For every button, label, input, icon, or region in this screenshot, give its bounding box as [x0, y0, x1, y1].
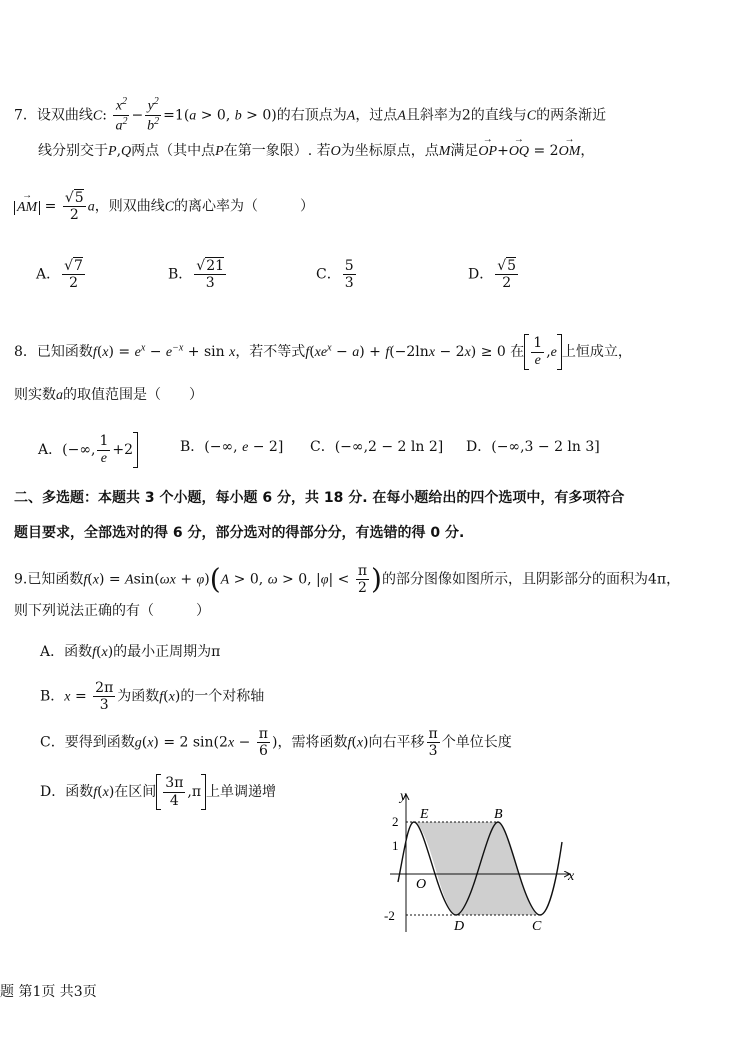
q8-option-c[interactable]: C．(−∞,2 − 2 ln 2]: [310, 439, 444, 455]
section2-line1: 二、多选题：本题共 3 个小题，每小题 6 分，共 18 分. 在每小题给出的四个选项中，有多项符合: [14, 490, 625, 506]
label-B: B: [494, 807, 503, 822]
q7-option-d[interactable]: D． $\frac{√5}{2}$: [468, 258, 517, 292]
sine-graph: [370, 782, 590, 942]
q8-line1: 8．已知函数$f(x) = e^x - e^{-x} + \sin x$，若不等式$f(xe^x - a) + f(-2\ln x - 2x) \ge 0$ 在 $\frac{1}{e}$ ,e 上恒成立，: [14, 334, 632, 370]
label-D: D: [454, 919, 465, 934]
label-C: C: [532, 919, 542, 934]
label-x: x: [568, 869, 575, 884]
q9-option-c[interactable]: C．要得到函数g(x) = 2 sin(2x − $\frac{\pi}{6}$ )，需将函数f(x)向右平移 $\frac{\pi}{3}$ 个单位长度: [40, 726, 512, 760]
q8-line2: 则实数a的取值范围是（ ）: [14, 387, 203, 403]
q9-line2: 则下列说法正确的有（ ）: [14, 603, 210, 619]
q8-option-d[interactable]: D．(−∞,3 − 2 ln 3]: [466, 439, 600, 455]
q7-frac-x2a2: $\frac{x^2}{a^2}$: [115, 96, 128, 134]
q7-option-a[interactable]: A． $\frac{√7}{2}$: [36, 258, 83, 292]
q7-option-b[interactable]: B． $\frac{√21}{3}$: [168, 258, 225, 292]
q9-option-d[interactable]: D．函数f(x)在区间 $\frac{3\pi}{4}$ ,π 上单调递增: [40, 775, 277, 809]
section2-line2: 题目要求，全部选对的得 6 分，部分选对的得部分分，有选错的得 0 分.: [14, 525, 465, 541]
q8-option-a[interactable]: A．(−∞, $\frac{1}{e}$ +2: [38, 432, 138, 468]
tick-2: 2: [392, 814, 399, 829]
label-O: O: [416, 877, 427, 892]
tick-minus-2: -2: [384, 908, 395, 923]
q9-option-a[interactable]: A．函数f(x)的最小正周期为π: [40, 644, 221, 660]
q9-option-b[interactable]: B．x = $\frac{2\pi}{3}$ 为函数f(x)的一个对称轴: [40, 680, 265, 714]
label-E: E: [420, 807, 429, 822]
q7-line3: AM → = $\frac{√5}{2}$ a，则双曲线C的离心率为（ ）: [14, 190, 314, 223]
label-y: y: [400, 789, 407, 804]
q9-line1: 9.已知函数f(x) = Asin(ωx + φ)(A > 0, ω > 0, |φ| < $\frac{\pi}{2}$ )的部分图像如图所示，且阴影部分的面积为4π，: [14, 562, 681, 597]
page-footer: 题 第1页 共3页: [0, 984, 97, 1000]
q7-option-c[interactable]: C． $\frac{5}{3}$: [316, 258, 354, 292]
tick-1: 1: [392, 838, 399, 853]
q8-option-b[interactable]: B．(−∞, e − 2]: [180, 439, 284, 455]
q7-line1: 7．设双曲线C: $\frac{x^2}{a^2}$ − $\frac{y^2}{b^2}$ =1(a > 0, b > 0)的右顶点为A，过点A且斜率为2的直线与C的两条渐近: [14, 96, 607, 134]
q7-line2: 线分别交于P,Q两点（其中点P在第一象限）. 若O为坐标原点，点M满足OP →+OQ → = 2OM →，: [38, 144, 594, 159]
